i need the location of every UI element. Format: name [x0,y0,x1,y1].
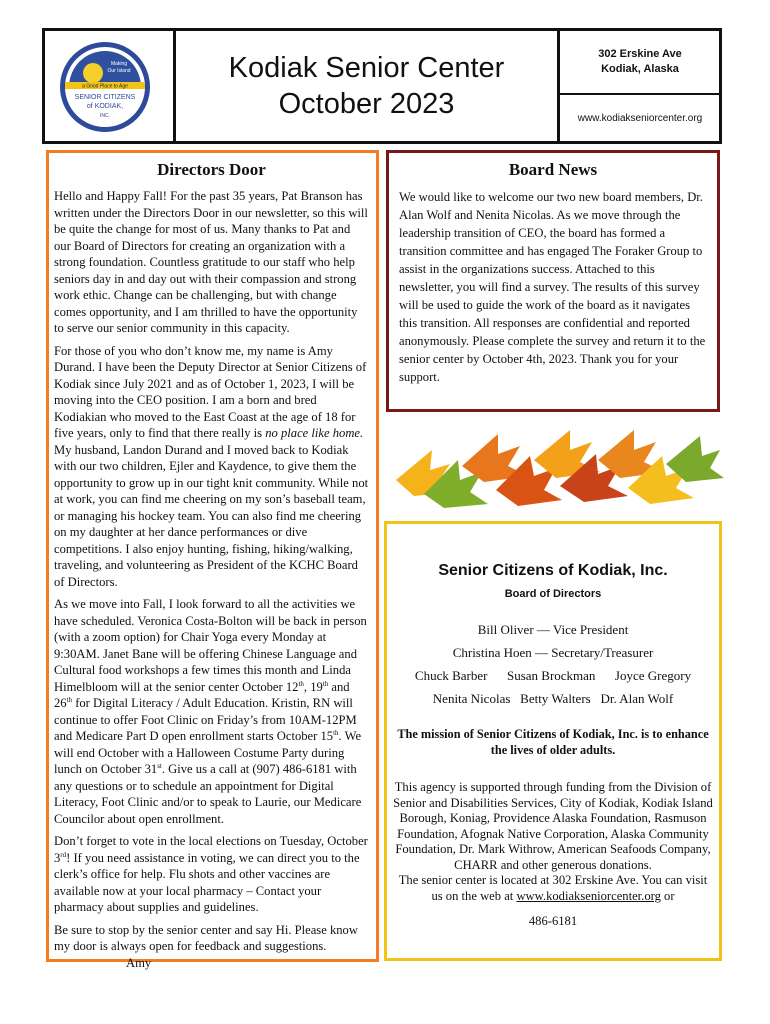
paragraph: As we move into Fall, I look forward to all the activities we have scheduled. Veronica Costa-Bolton will be back in person (with a zoom option) for Chair Yoga every Monday at 9:30AM. Janet Bane will be offering Chinese Language and Cultural food workshops a few times this month and Linda Himelbloom will at the senior center October 12th, 19th and 26th for Digital Literacy / Adult Education. Kristin, RN will continue to offer Foot Clinic on Friday’s from 10AM-12PM and Medicare Part D open enrollment starts October 15th. We will end October with a Halloween Costume Party during lunch on October 31st. Give us a call at (907) 486-6181 with any questions or to schedule an appointment for Digital Literacy, Foot Clinic and/or to speak to Laurie, our Medicare Councilor about open enrollment. [54,597,367,826]
directors-door-section [46,150,379,970]
directors-door-heading: Directors Door [157,160,266,179]
logo-name: INC. [100,113,110,119]
paragraph: Hello and Happy Fall! For the past 35 years, Pat Branson has written under the Directors Door in our newsletter, so this will be quite the change for most of us. Many thanks to Pat and our Board of Directors for creating an organization with a strong foundation. Countless gratitude to our staff who help seniors day in and day out with their compassion and strong work ethic. Change can be challenging, but with change comes opportunity, and I am thrilled to have the opportunity to serve our senior community in this capacity. [54,189,368,335]
board-member-row: Bill Oliver — Vice President [477,622,629,637]
senior-citizens-section [384,521,722,961]
website-block [560,95,720,141]
location-statement: The senior center is located at 302 Erskine Ave. You can visit us on the web at www.kodiakseniorcenter.org or [398,873,708,903]
website-link[interactable]: www.kodiakseniorcenter.org [577,112,703,124]
newsletter-header [42,28,722,144]
phone-number: 486-6181 [528,914,578,928]
paragraph: For those of you who don’t know me, my name is Amy Durand. I have been the Deputy Director at Senior Citizens of Kodiak since July 2021 and as of October 1, 2023, I will be moving into the CEO position. I am a born and bred Kodiakian who moved to the East Coast at the age of 18 for five years, only to find that there really is no place like home. My husband, Landon Durand and I moved back to Kodiak with our two children, Ejler and Kaydence, to give them the opportunity to grow up in our tight knit community. While not at work, you can find me cheering on my son’s baseball team, or managing his hockey team. You can also find me cheering on my daughter at her dance performances or dive competitions. I also enjoy hunting, fishing, hiking/walking, traveling, and volunteering as President of the KCHC Board of Directors. [54,343,369,589]
board-members [393,618,713,710]
logo-tagline: Making [110,61,128,67]
paragraph: Be sure to stop by the senior center and say Hi. Please know my door is always open for feedback and suggestions.Amy [54,922,358,970]
newsletter-title: Kodiak Senior Center [228,52,505,84]
org-name: Senior Citizens of Kodiak, Inc. [438,562,668,579]
paragraph: Don’t forget to vote in the local elections on Tuesday, October 3rd! If you need assistance in voting, we can direct you to the clerk’s office for help. Flu shots and other vaccines are available now at your local pharmacy – Contact your pharmacy about supplies and guidelines. [54,834,368,914]
board-news-section [386,150,720,412]
autumn-leaves-image [384,420,724,516]
senior-citizens-logo [59,41,151,133]
address-street: 302 Erskine Ave [598,48,682,60]
mission-statement: The mission of Senior Citizens of Kodiak, Inc. is to enhance the lives of older adults. [397,727,709,757]
board-of-directors-heading: Board of Directors [504,588,602,600]
logo-tagline: Our Island [107,68,131,74]
logo-name: SENIOR CITIZENS [74,94,136,101]
board-member-row: Nenita Nicolas Betty Walters Dr. Alan Wolf [432,691,674,706]
signature: Amy [126,955,152,970]
board-news-heading: Board News [508,160,598,179]
board-member-row: Christina Hoen — Secretary/Treasurer [452,645,654,660]
logo-sun [83,63,103,83]
website-link[interactable]: www.kodiakseniorcenter.org [516,888,661,903]
address-block [560,31,720,93]
logo-tagline: a Good Place to Age [82,83,128,90]
newsletter-date: October 2023 [278,88,455,120]
logo-name: of KODIAK, [86,103,124,110]
title-block [176,31,557,141]
address-city: Kodiak, Alaska [601,63,679,75]
funding-statement: This agency is supported through funding from the Division of Senior and Disabilities Services, City of Kodiak, Kodiak Island Borough, Koniag, Providence Alaska Foundation, Rasmuson Foundation, Afognak Native Corporation, Alaska Community Foundation, Dr. Mark Withrow, American Seafoods Company, CHARR and other generous donations. [393,780,713,872]
board-member-row: Chuck Barber Susan Brockman Joyce Gregory [414,668,692,683]
paragraph: We would like to welcome our two new board members, Dr. Alan Wolf and Nenita Nicolas. As we move through the leadership transition of CEO, the board has formed a transition committee and has engaged The Foraker Group to assist in the organizations success. Attached to this newsletter, you will find a survey. The results of this survey will be used to guide the work of the board as it navigates this transition. All responses are confidential and reported anonymously. Please complete the survey and return it to the senior center by October 4th, 2023. Thank you for your support. [399,190,706,384]
